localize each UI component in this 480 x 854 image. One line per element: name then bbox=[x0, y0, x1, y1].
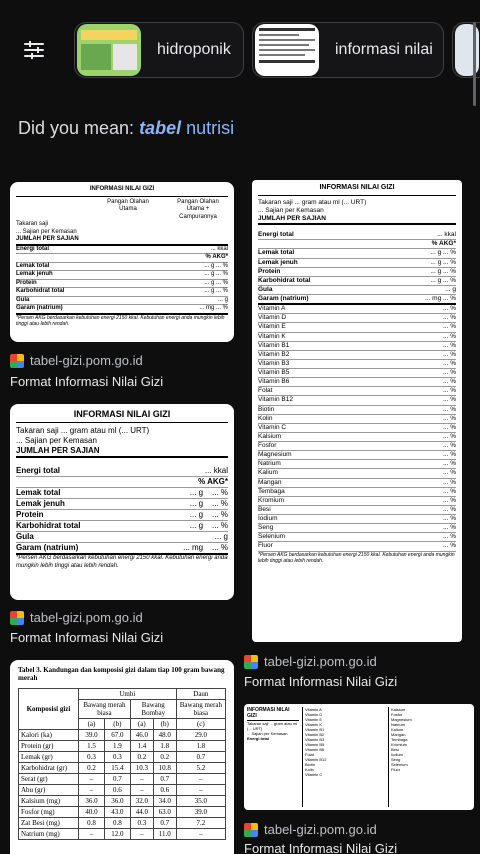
vitamin-row: Folat ... % bbox=[258, 387, 456, 396]
vitamin-row: Kolin ... % bbox=[258, 415, 456, 424]
table-sub: Bawang merah biasa bbox=[176, 700, 225, 719]
vitamin-name: Fosfor bbox=[258, 442, 277, 449]
scrollbar[interactable] bbox=[473, 22, 476, 106]
table-cell: 0.8 bbox=[79, 818, 105, 829]
table-cell: 1.9 bbox=[104, 741, 130, 752]
table-cell: 5.2 bbox=[176, 763, 225, 774]
label-col2: Pangan Olahan Utama + Campurannya bbox=[177, 198, 219, 220]
label-row: Gula bbox=[258, 285, 273, 293]
vitamin-row: Vitamin B12 ... % bbox=[258, 396, 456, 405]
vitamin-row: Vitamin D ... % bbox=[258, 314, 456, 323]
table-cell: – bbox=[79, 785, 105, 796]
table-cell: 12.0 bbox=[104, 829, 130, 840]
table-row bbox=[19, 785, 226, 796]
label-akg: % AKG* bbox=[198, 477, 228, 487]
mini-vitamin: Fluor bbox=[391, 767, 401, 772]
vitamin-row: Vitamin B3 ... % bbox=[258, 360, 456, 369]
table-cell: 10.8 bbox=[153, 763, 176, 774]
vitamin-row: Kalium ... % bbox=[258, 469, 456, 478]
result-image-2[interactable]: INFORMASI NILAI GIZI Takaran saji ... gram atau ml (... URT) ... Sajian per Kemasan JUMLAH PER SAJIAN Energi total ... kkal % AKG* Lemak total ... g ... % Lemak jenuh ... g ... % Protein ... g ... % Karbohidrat total ... g ... % Gula ... g Garam (natrium) ... mg ... % *Persen AKG berdasarkan kebutuhan energi 2150 kkal. Kebutuhan energi anda mungkin lebih tinggi atau lebih rendah. bbox=[10, 404, 234, 600]
label-row: Garam (natrium) bbox=[16, 305, 63, 311]
table-cell: 1.4 bbox=[130, 741, 153, 752]
table-col: (b) bbox=[153, 719, 176, 730]
vitamin-name: Vitamin D bbox=[258, 314, 287, 322]
vitamin-name: Tembaga bbox=[258, 487, 285, 495]
table-cell: 1.8 bbox=[153, 741, 176, 752]
vitamin-name: Seng bbox=[258, 524, 274, 532]
mini-vitamin: Vitamin B6 bbox=[305, 747, 325, 752]
vitamin-name: Vitamin B5 bbox=[258, 369, 290, 376]
label-row: Lemak total bbox=[16, 262, 50, 269]
vitamin-row: Besi ... % bbox=[258, 506, 456, 515]
table-cell: 48.0 bbox=[153, 730, 176, 741]
vitamin-name: Vitamin B6 bbox=[258, 378, 290, 386]
nutrition-table bbox=[18, 688, 226, 840]
label-serving: Takaran saji ... gram atau ml (... URT) bbox=[247, 720, 298, 731]
vitamin-row: Tembaga ... % bbox=[258, 488, 456, 497]
vitamin-row: Vitamin B2 ... % bbox=[258, 351, 456, 360]
table-cell: Kalori (ka) bbox=[19, 730, 79, 741]
site-favicon-icon bbox=[244, 655, 258, 669]
vitamin-name: Folat bbox=[258, 387, 273, 395]
table-cell: 0.6 bbox=[104, 785, 130, 796]
table-head: Komposisi gizi bbox=[19, 689, 79, 730]
table-group: Daun bbox=[176, 689, 225, 700]
label-energy: Energi total bbox=[247, 735, 270, 741]
mini-vitamin: Vitamin C bbox=[305, 772, 323, 777]
table-sub: Bawang merah biasa bbox=[79, 700, 131, 719]
result-source-text: tabel-gizi.pom.go.id bbox=[264, 654, 377, 669]
site-favicon-icon bbox=[10, 354, 24, 368]
table-col: (a) bbox=[130, 719, 153, 730]
table-row bbox=[19, 752, 226, 763]
label-per-serving: JUMLAH PER SAJIAN bbox=[258, 215, 326, 222]
mini-vitamin: Magnesium bbox=[391, 717, 412, 722]
label-heading: INFORMASI NILAI GIZI bbox=[16, 186, 228, 197]
vitamin-list bbox=[258, 305, 456, 551]
result-source-text: tabel-gizi.pom.go.id bbox=[264, 822, 377, 837]
table-cell: 36.0 bbox=[79, 796, 105, 807]
result-source-2[interactable] bbox=[10, 610, 143, 625]
label-row: Karbohidrat total bbox=[258, 276, 311, 284]
vitamin-name: Vitamin B12 bbox=[258, 396, 293, 404]
table-row bbox=[19, 741, 226, 752]
mini-vitamin: Seng bbox=[391, 757, 401, 762]
result-title-2[interactable]: Format Informasi Nilai Gizi bbox=[10, 630, 164, 645]
mini-vitamin: Vitamin E bbox=[305, 717, 323, 722]
label-row: Protein bbox=[16, 279, 37, 286]
did-you-mean-suggestion[interactable]: tabel bbox=[139, 118, 182, 138]
table-cell: 35.0 bbox=[176, 796, 225, 807]
table-cell: 0.7 bbox=[153, 774, 176, 785]
mini-vitamin: Kolin bbox=[305, 767, 314, 772]
mini-vitamin: Vitamin K bbox=[305, 722, 323, 727]
table-cell: 0.2 bbox=[130, 752, 153, 763]
vitamin-row: Magnesium ... % bbox=[258, 451, 456, 460]
label-serving: Takaran saji bbox=[16, 221, 49, 227]
table-cell: – bbox=[130, 829, 153, 840]
mini-vitamin: Kalsium bbox=[391, 707, 406, 712]
vitamin-name: Kolin bbox=[258, 414, 273, 422]
label-note: *Persen AKG berdasarkan kebutuhan energi 2150 kkal. Kebutuhan energi anda mungkin lebih tinggi atau lebih rendah. bbox=[258, 551, 455, 564]
label-note: *Persen AKG berdasarkan kebutuhan energi 2150 kkal. Kebutuhan energi anda mungkin lebih tinggi atau lebih rendah. bbox=[16, 555, 228, 569]
table-cell: Zat Besi (mg) bbox=[19, 818, 79, 829]
vitamin-name: Fluor bbox=[258, 542, 273, 550]
did-you-mean[interactable] bbox=[18, 118, 234, 139]
table-cell: 63.0 bbox=[153, 807, 176, 818]
label-akg: % AKG* bbox=[205, 254, 228, 260]
table-cell: Lemak (gr) bbox=[19, 752, 79, 763]
label-kkal: ... kkal bbox=[204, 466, 228, 476]
label-note: *Persen AKG berdasarkan kebutuhan energi 2150 kkal. Kebutuhan energi anda mungkin lebih tinggi atau lebih rendah. bbox=[16, 314, 225, 327]
label-row: Lemak jenuh bbox=[16, 499, 65, 509]
vitamin-row: Vitamin A ... % bbox=[258, 305, 456, 314]
table-cell: 44.0 bbox=[130, 807, 153, 818]
table-cell: 0.7 bbox=[153, 818, 176, 829]
label-energy: Energi total bbox=[16, 466, 61, 476]
table-cell: 1.5 bbox=[79, 741, 105, 752]
label-row: Lemak total bbox=[16, 488, 61, 498]
label-heading: INFORMASI NILAI GIZI bbox=[16, 409, 228, 423]
table-cell: – bbox=[79, 774, 105, 785]
mini-vitamin: Vitamin B1 bbox=[305, 727, 325, 732]
vitamin-row: Biotin ... % bbox=[258, 406, 456, 415]
related-chips-row bbox=[0, 18, 480, 80]
result-image-3[interactable]: INFORMASI NILAI GIZI Takaran saji ... gram atau ml (... URT) ... Sajian per Kemasan JUMLAH PER SAJIAN Energi total ... kkal % AKG* Lemak total ... g ... % Lemak jenuh ... g ... % Protein ... g ... % Karbohidrat total ... g ... % Gula ... g Garam (natrium) ... mg ... % Vitamin A ... % Vitamin D ... % Vitamin E ... % Vitamin K ... % Vitamin B1 ... % Vitamin B2 ... % Vitamin B3 ... % Vitamin B5 ... % Vitamin B6 ... % Folat ... % Vitamin B12 ... % Biotin ... % Kolin ... % Vitamin C ... % Kalsium ... % Fosfor ... % Magnesium ... % Natrium ... % Kalium ... % Mangan ... % Tembaga ... % Kromium ... % Besi ... % Iodium ... % Seng ... % Selenium ... % Fluor ... % *Persen AKG berdasarkan kebutuhan energi 2150 kkal. Kebutuhan energi anda mungkin lebih tinggi atau lebih rendah. bbox=[252, 180, 462, 642]
table-cell: Natrium (mg) bbox=[19, 829, 79, 840]
result-title-3[interactable]: Format Informasi Nilai Gizi bbox=[244, 674, 398, 689]
filter-sliders-icon[interactable] bbox=[12, 28, 56, 72]
table-row bbox=[19, 796, 226, 807]
vitamin-name: Iodium bbox=[258, 515, 278, 522]
vitamin-name: Vitamin B2 bbox=[258, 350, 290, 358]
result-source-text: tabel-gizi.pom.go.id bbox=[30, 353, 143, 368]
table-cell: – bbox=[130, 774, 153, 785]
vitamin-row: Natrium ... % bbox=[258, 460, 456, 469]
result-title-4[interactable]: Format Informasi Nilai Gizi bbox=[244, 841, 398, 854]
mini-column bbox=[302, 707, 385, 807]
label-col1: Pangan Olahan Utama bbox=[107, 198, 149, 212]
mini-vitamin: Tembaga bbox=[391, 737, 408, 742]
chip-label: informasi nilai bbox=[335, 41, 433, 58]
table-cell: 7.2 bbox=[176, 818, 225, 829]
result-title-1[interactable]: Format Informasi Nilai Gizi bbox=[10, 374, 164, 389]
table-cell: 43.0 bbox=[104, 807, 130, 818]
vitamin-row: Seng ... % bbox=[258, 524, 456, 533]
mini-vitamin: Biotin bbox=[305, 762, 316, 767]
table-cell: Kalsium (mg) bbox=[19, 796, 79, 807]
vitamin-row: Selenium ... % bbox=[258, 533, 456, 542]
table-cell: – bbox=[176, 829, 225, 840]
chip-thumbnail bbox=[255, 24, 319, 76]
label-per-pack: ... Sajian per Kemasan bbox=[16, 228, 77, 235]
vitamin-name: Besi bbox=[258, 505, 271, 513]
table-cell: 32.0 bbox=[130, 796, 153, 807]
table-cell: Protein (gr) bbox=[19, 741, 79, 752]
table-cell: 15.4 bbox=[104, 763, 130, 774]
vitamin-name: Biotin bbox=[258, 405, 275, 413]
label-akg: % AKG* bbox=[431, 240, 456, 248]
site-favicon-icon bbox=[244, 823, 258, 837]
label-energy: Energi total bbox=[16, 245, 50, 252]
table-sub: Bawang Bombay bbox=[130, 700, 176, 719]
table-cell: 0.3 bbox=[79, 752, 105, 763]
table-cell: 39.0 bbox=[79, 730, 105, 741]
table-row bbox=[19, 807, 226, 818]
table-cell: 0.2 bbox=[153, 752, 176, 763]
chip-thumbnail bbox=[77, 24, 141, 76]
table-cell: 0.3 bbox=[130, 818, 153, 829]
vitamin-name: Vitamin B3 bbox=[258, 359, 290, 367]
table-cell: 46.0 bbox=[130, 730, 153, 741]
mini-vitamin: Kromium bbox=[391, 742, 408, 747]
vitamin-row: Vitamin B5 ... % bbox=[258, 369, 456, 378]
table-cell: 39.0 bbox=[176, 807, 225, 818]
did-you-mean-rest[interactable]: nutrisi bbox=[181, 118, 235, 138]
did-you-mean-prefix: Did you mean: bbox=[18, 118, 140, 138]
label-per-pack: ... Sajian per Kemasan bbox=[247, 730, 288, 736]
vitamin-name: Selenium bbox=[258, 533, 286, 541]
vitamin-row: Vitamin B1 ... % bbox=[258, 342, 456, 351]
table-col: (a) bbox=[79, 719, 105, 730]
vitamin-row: Iodium ... % bbox=[258, 515, 456, 524]
table-row bbox=[19, 730, 226, 741]
vitamin-name: Vitamin K bbox=[258, 332, 286, 340]
result-source-text: tabel-gizi.pom.go.id bbox=[30, 610, 143, 625]
mini-vitamin: Vitamin B5 bbox=[305, 742, 325, 747]
mini-vitamin: Besi bbox=[391, 747, 399, 752]
label-heading: INFORMASI NILAI GIZI bbox=[258, 184, 456, 196]
result-image-5[interactable] bbox=[244, 704, 474, 810]
table-col: (c) bbox=[176, 719, 225, 730]
label-row: Karbohidrat total bbox=[16, 288, 65, 294]
table-cell: 40.0 bbox=[79, 807, 105, 818]
table-cell: 0.8 bbox=[104, 818, 130, 829]
label-per-pack: ... Sajian per Kemasan bbox=[258, 206, 324, 214]
mini-vitamin: Vitamin B12 bbox=[305, 757, 327, 762]
table-cell: 0.7 bbox=[176, 752, 225, 763]
mini-vitamin: Vitamin D bbox=[305, 712, 323, 717]
table-cell: 34.0 bbox=[153, 796, 176, 807]
mini-vitamin: Iodium bbox=[391, 752, 404, 757]
table-cell: Abu (gr) bbox=[19, 785, 79, 796]
label-serving: Takaran saji ... gram atau ml (... URT) bbox=[258, 198, 367, 206]
table-col: (b) bbox=[104, 719, 130, 730]
label-row: Protein bbox=[16, 510, 44, 520]
vitamin-row: Kalsium ... % bbox=[258, 433, 456, 442]
vitamin-name: Kalium bbox=[258, 469, 278, 477]
mini-column bbox=[388, 707, 471, 807]
table-cell: – bbox=[130, 785, 153, 796]
table-cell: – bbox=[176, 785, 225, 796]
vitamin-name: Kromium bbox=[258, 496, 285, 504]
mini-vitamin: Fosfor bbox=[391, 712, 403, 717]
label-per-serving: JUMLAH PER SAJIAN bbox=[16, 236, 79, 242]
label-energy: Energi total bbox=[258, 231, 294, 239]
table-cell: 36.0 bbox=[104, 796, 130, 807]
label-kkal: ... kkal bbox=[437, 231, 456, 239]
vitamin-name: Magnesium bbox=[258, 451, 292, 459]
vitamin-row: Mangan ... % bbox=[258, 479, 456, 488]
mini-vitamin: Vitamin A bbox=[305, 707, 322, 712]
label-row: Lemak total bbox=[258, 249, 295, 257]
vitamin-name: Kalsium bbox=[258, 432, 282, 440]
label-heading: INFORMASI NILAI GIZI bbox=[247, 707, 299, 721]
vitamin-name: Vitamin B1 bbox=[258, 341, 290, 349]
table-cell: 67.0 bbox=[104, 730, 130, 741]
mini-vitamin: Vitamin B2 bbox=[305, 732, 325, 737]
label-row: Protein bbox=[258, 267, 281, 275]
mini-vitamin: Natrium bbox=[391, 722, 406, 727]
table-cell: 29.0 bbox=[176, 730, 225, 741]
vitamin-row: Vitamin K ... % bbox=[258, 333, 456, 342]
label-row: Garam (natrium) bbox=[16, 543, 79, 553]
mini-vitamin: Folat bbox=[305, 752, 314, 757]
label-row: Lemak jenuh bbox=[258, 258, 298, 266]
label-row: Lemak jenuh bbox=[16, 271, 53, 277]
table-cell: 0.2 bbox=[79, 763, 105, 774]
table-cell: 0.6 bbox=[153, 785, 176, 796]
mini-vitamin: Mangan bbox=[391, 732, 406, 737]
chip-label: hidroponik bbox=[157, 41, 231, 58]
label-per-pack: ... Sajian per Kemasan bbox=[16, 436, 97, 446]
vitamin-row: Fluor ... % bbox=[258, 542, 456, 551]
table-cell: 10.3 bbox=[130, 763, 153, 774]
result-source-4[interactable] bbox=[244, 822, 377, 837]
mini-vitamin: Selenium bbox=[391, 762, 408, 767]
table-row bbox=[19, 818, 226, 829]
chip-informasi-nilai[interactable] bbox=[252, 22, 444, 78]
vitamin-name: Vitamin C bbox=[258, 423, 287, 431]
vitamin-row: Vitamin B6 ... % bbox=[258, 378, 456, 387]
chip-hidroponik[interactable] bbox=[74, 22, 244, 78]
mini-vitamin: Kalium bbox=[391, 727, 404, 732]
result-image-1[interactable]: INFORMASI NILAI GIZI Pangan Olahan Utama Pangan Olahan Utama + Campurannya Takaran saji ... Sajian per Kemasan JUMLAH PER SAJIAN Energi total ... kkal % AKG* Lemak total ... g ... % Lemak jenuh ... g ... % Protein ... g ... % Karbohidrat total ... g ... % Gula ... g Garam (natrium) ... mg ... % *Persen AKG berdasarkan kebutuhan energi 2150 kkal. Kebutuhan energi anda mungkin lebih tinggi atau lebih rendah. bbox=[10, 182, 234, 342]
table-cell: 0.7 bbox=[104, 774, 130, 785]
vitamin-name: Natrium bbox=[258, 460, 281, 468]
table-caption: Tabel 3. Kandungan dan komposisi gizi dalam tiap 100 gram bawang merah bbox=[18, 666, 225, 682]
vitamin-row: Fosfor ... % bbox=[258, 442, 456, 451]
table-row bbox=[19, 763, 226, 774]
label-row: Garam (natrium) bbox=[258, 295, 309, 302]
result-source-3[interactable] bbox=[244, 654, 377, 669]
label-kkal: ... kkal bbox=[210, 245, 228, 252]
table-cell: 1.8 bbox=[176, 741, 225, 752]
vitamin-row: Vitamin E ... % bbox=[258, 323, 456, 332]
label-serving: Takaran saji ... gram atau ml (... URT) bbox=[16, 426, 150, 436]
vitamin-row: Kromium ... % bbox=[258, 497, 456, 506]
table-cell: Karbohidrat (gr) bbox=[19, 763, 79, 774]
table-cell: 11.0 bbox=[153, 829, 176, 840]
label-per-serving: JUMLAH PER SAJIAN bbox=[16, 446, 100, 456]
table-cell: Serat (gr) bbox=[19, 774, 79, 785]
vitamin-name: Vitamin A bbox=[258, 305, 286, 313]
vitamin-name: Vitamin E bbox=[258, 323, 286, 331]
result-image-4[interactable] bbox=[10, 660, 234, 854]
table-row bbox=[19, 829, 226, 840]
label-row: Gula bbox=[16, 296, 30, 303]
label-row: Gula bbox=[16, 532, 34, 542]
table-cell: 0.3 bbox=[104, 752, 130, 763]
result-source-1[interactable] bbox=[10, 353, 143, 368]
vitamin-name: Mangan bbox=[258, 478, 282, 486]
label-row: Karbohidrat total bbox=[16, 521, 81, 531]
table-group: Umbi bbox=[79, 689, 177, 700]
table-cell: – bbox=[176, 774, 225, 785]
table-cell: Fosfor (mg) bbox=[19, 807, 79, 818]
table-row bbox=[19, 774, 226, 785]
site-favicon-icon bbox=[10, 611, 24, 625]
mini-vitamin: Vitamin B3 bbox=[305, 737, 325, 742]
table-cell: – bbox=[79, 829, 105, 840]
vitamin-row: Vitamin C ... % bbox=[258, 424, 456, 433]
